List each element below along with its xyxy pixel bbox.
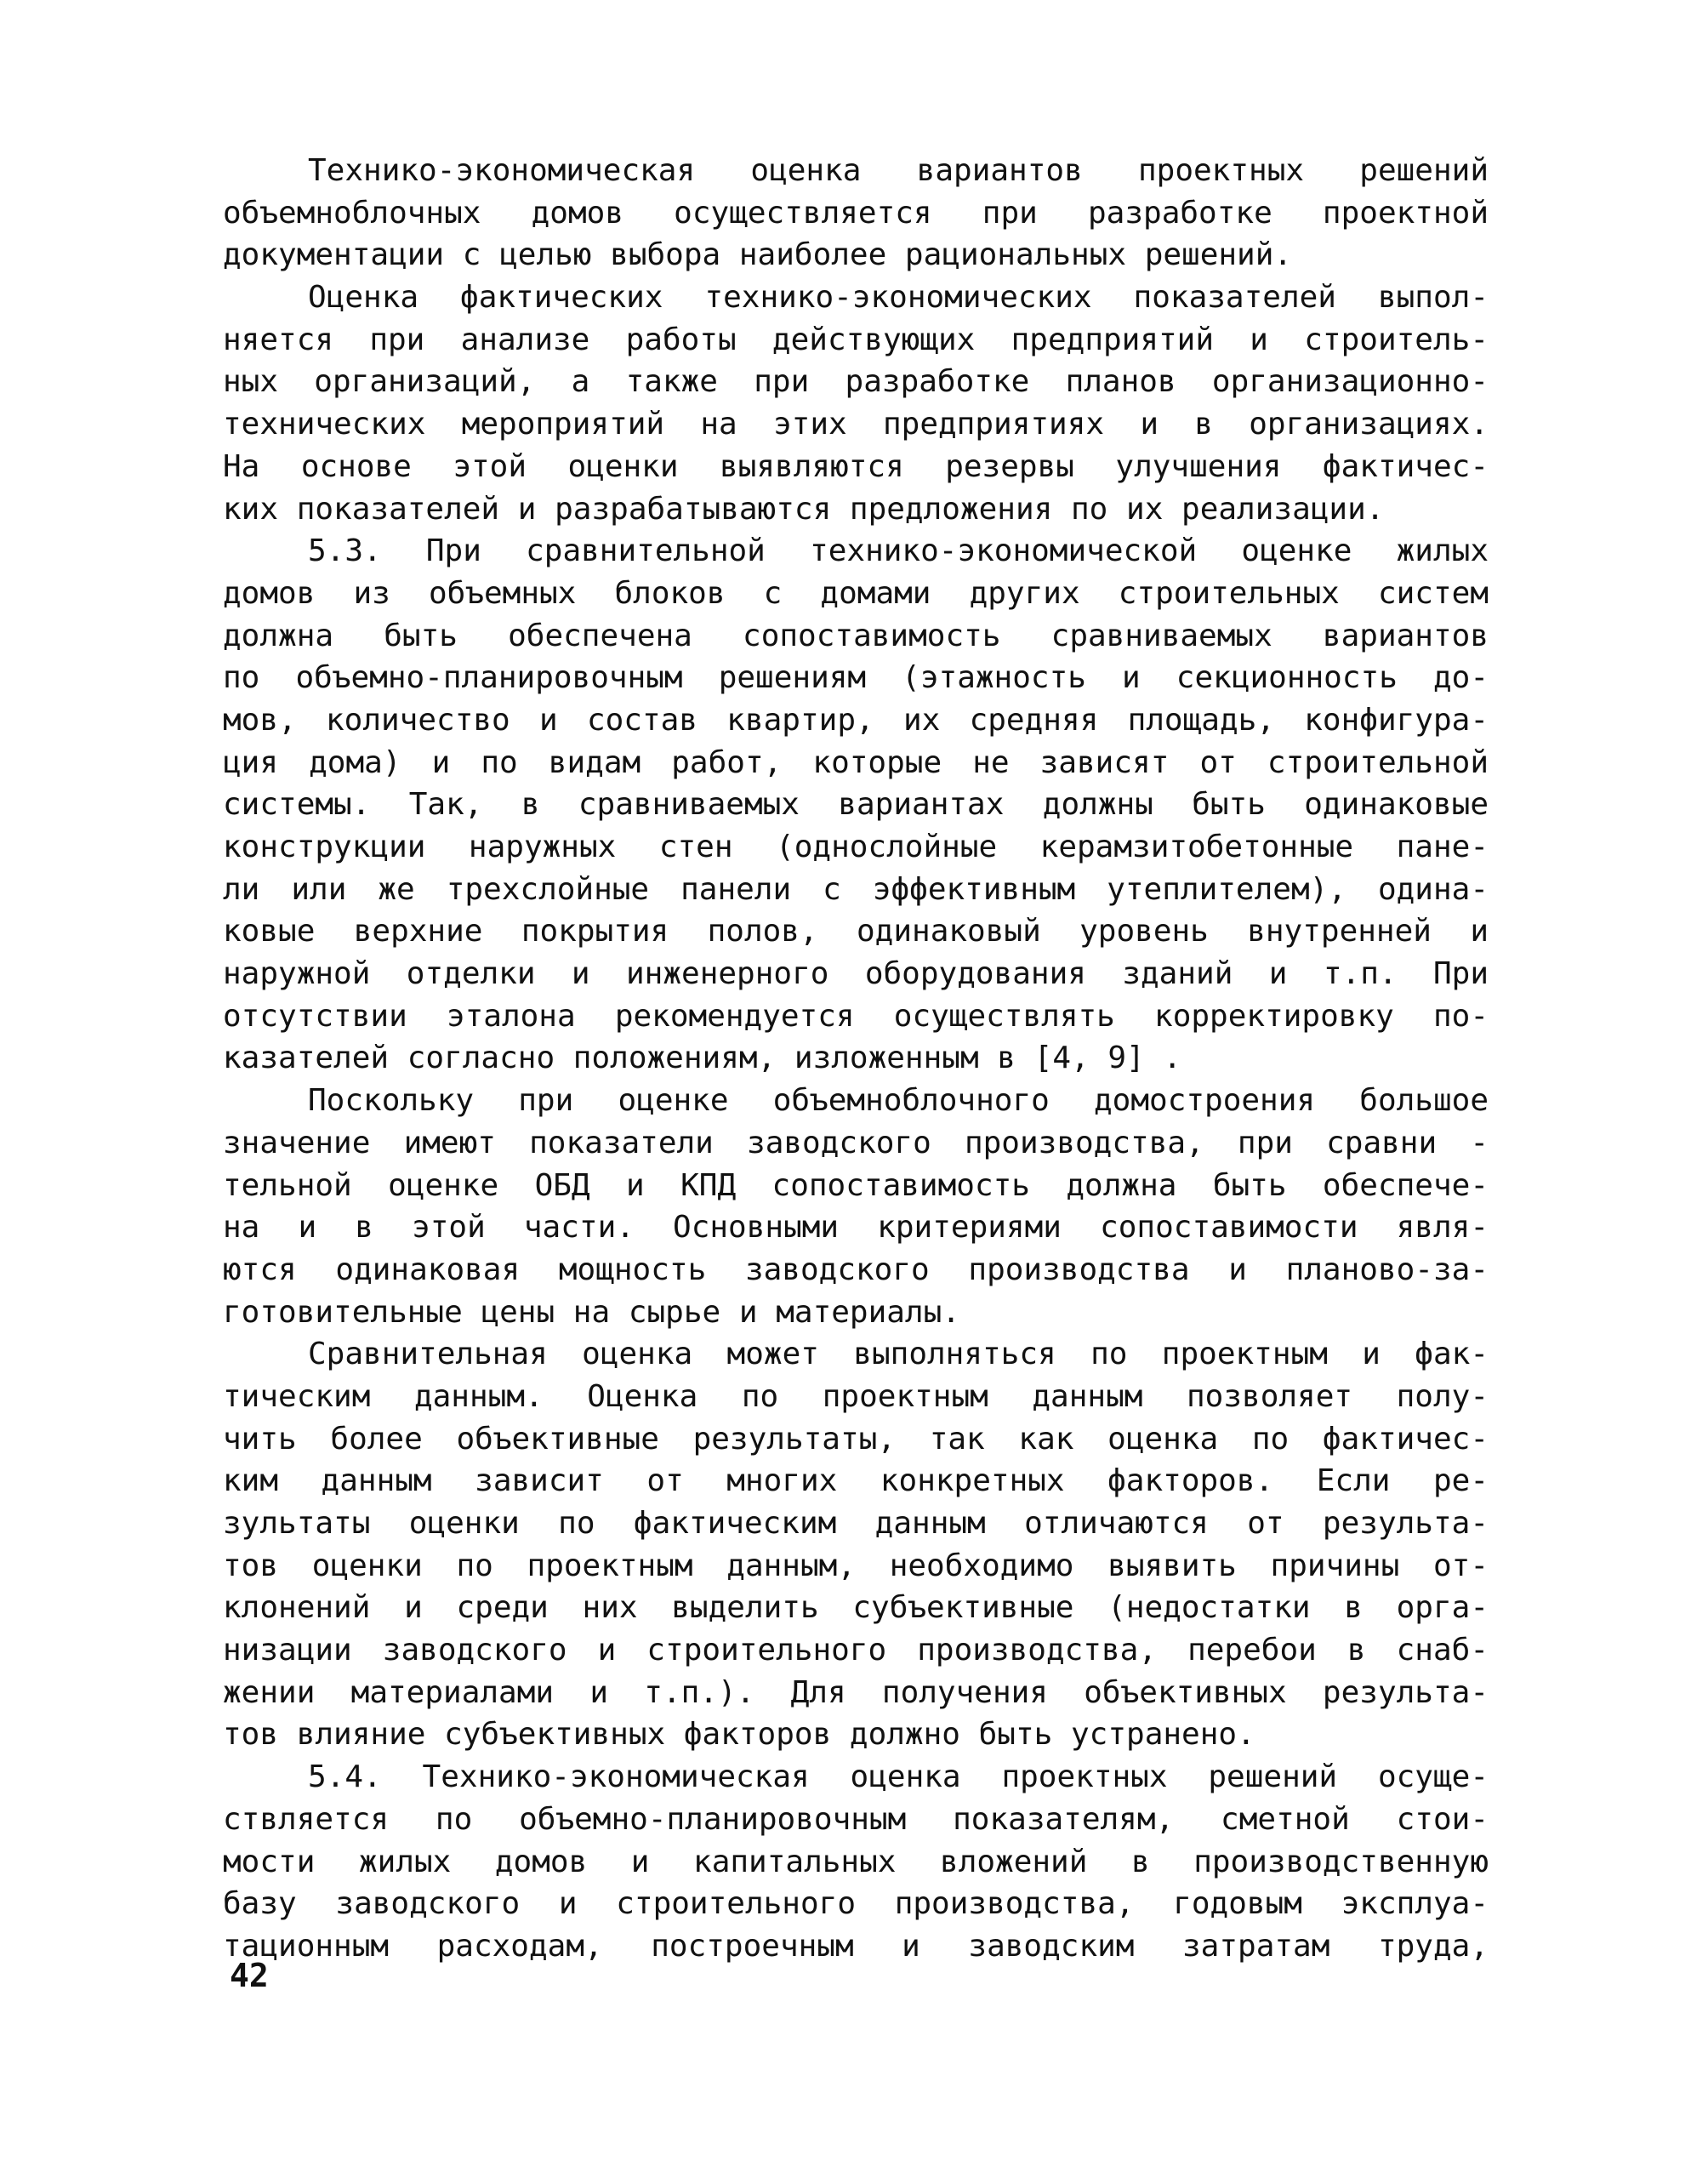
text-line: чить более объективные результаты, так как оценка по фактичес- <box>223 1421 1489 1457</box>
text-line: отсутствии эталона рекомендуется осуществлять корректировку по- <box>223 998 1489 1034</box>
text-line: тационным расходам, построечным и заводским затратам труда, <box>223 1928 1489 1964</box>
text-line: должна быть обеспечена сопоставимость сравниваемых вариантов <box>223 618 1489 653</box>
text-line: 5.4. Технико-экономическая оценка проектных решений осуще- <box>308 1759 1489 1795</box>
text-line: На основе этой оценки выявляются резервы улучшения фактичес- <box>223 448 1489 484</box>
text-line: домов из объемных блоков с домами других строительных систем <box>223 575 1489 611</box>
text-line: базу заводского и строительного производства, годовым эксплуа- <box>223 1886 1489 1922</box>
text-line: документации с целью выбора наиболее рациональных решений. <box>223 237 1293 273</box>
text-line: мов, количество и состав квартир, их средняя площадь, конфигура- <box>223 702 1489 738</box>
text-line: ких показателей и разрабатываются предложения по их реализации. <box>223 491 1385 527</box>
text-line: няется при анализе работы действующих предприятий и строитель- <box>223 322 1489 357</box>
text-line: технических мероприятий на этих предприятиях и в организациях. <box>223 407 1489 442</box>
text-line: конструкции наружных стен (однослойные керамзитобетонные пане- <box>223 830 1489 864</box>
text-line: клонений и среди них выделить субъективные (недостатки в орга- <box>223 1590 1489 1626</box>
text-line: тическим данным. Оценка по проектным данным позволяет полу- <box>223 1378 1489 1414</box>
text-line: тов влияние субъективных факторов должно быть устранено. <box>223 1717 1255 1753</box>
text-line: ция дома) и по видам работ, которые не зависят от строительной <box>223 744 1489 780</box>
text-line: системы. Так, в сравниваемых вариантах должны быть одинаковые <box>223 787 1489 823</box>
body-text <box>223 150 1489 1968</box>
text-line: жении материалами и т.п.). Для получения объективных результа- <box>223 1674 1489 1710</box>
text-line: Сравнительная оценка может выполняться по проектным и фак- <box>308 1337 1489 1372</box>
page-number: 42 <box>230 1957 269 1994</box>
text-line: на и в этой части. Основными критериями сопоставимости явля- <box>223 1210 1489 1246</box>
text-line: наружной отделки и инженерного оборудования зданий и т.п. При <box>223 956 1489 992</box>
text-line: низации заводского и строительного производства, перебои в снаб- <box>223 1633 1489 1668</box>
text-line: Оценка фактических технико-экономических показателей выпол- <box>308 280 1489 316</box>
text-line: ли или же трехслойные панели с эффективным утеплителем), одина- <box>223 871 1489 907</box>
text-line: по объемно-планировочным решениям (этажность и секционность до- <box>223 660 1489 696</box>
text-line: тов оценки по проектным данным, необходимо выявить причины от- <box>223 1548 1489 1583</box>
text-line: готовительные цены на сырье и материалы. <box>223 1294 960 1330</box>
text-line: ким данным зависит от многих конкретных факторов. Если ре- <box>223 1463 1489 1499</box>
text-line: 5.3. При сравнительной технико-экономической оценке жилых <box>308 533 1489 569</box>
text-line: объемноблочных домов осуществляется при разработке проектной <box>223 195 1489 231</box>
text-line: тельной оценке ОБД и КПД сопоставимость должна быть обеспече- <box>223 1167 1489 1203</box>
text-line: зультаты оценки по фактическим данным отличаются от результа- <box>223 1506 1489 1541</box>
text-line: ковые верхние покрытия полов, одинаковый уровень внутренней и <box>223 914 1489 949</box>
text-line: мости жилых домов и капитальных вложений в производственную <box>223 1844 1489 1879</box>
text-line: ствляется по объемно-планировочным показателям, сметной стои- <box>223 1801 1489 1837</box>
text-line: Технико-экономическая оценка вариантов проектных решений <box>308 153 1489 188</box>
text-line: казателей согласно положениям, изложенным в [4, 9] . <box>223 1041 1182 1076</box>
text-line: ются одинаковая мощность заводского производства и планово-за- <box>223 1252 1489 1287</box>
text-line: Поскольку при оценке объемноблочного домостроения большое <box>308 1083 1489 1119</box>
text-line: ных организаций, а также при разработке планов организационно- <box>223 364 1489 400</box>
text-line: значение имеют показатели заводского производства, при сравни - <box>223 1125 1489 1160</box>
